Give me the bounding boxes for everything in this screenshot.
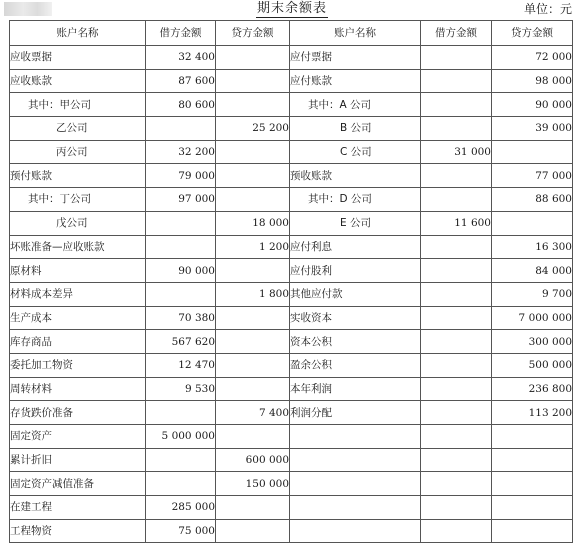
left-account-name: 其中：甲公司 bbox=[10, 93, 146, 117]
left-account-name: 其中：丁公司 bbox=[10, 188, 146, 212]
left-credit-amount bbox=[216, 164, 290, 188]
left-credit-amount: 25 200 bbox=[216, 117, 290, 141]
right-credit-amount: 39 000 bbox=[492, 117, 573, 141]
table-row bbox=[10, 353, 573, 377]
right-credit-amount: 113 200 bbox=[492, 401, 573, 425]
left-debit-amount bbox=[146, 117, 216, 141]
right-debit-amount bbox=[421, 377, 492, 401]
left-debit-amount: 12 470 bbox=[146, 353, 216, 377]
right-credit-amount: 500 000 bbox=[492, 353, 573, 377]
left-debit-amount bbox=[146, 448, 216, 472]
right-credit-amount: 84 000 bbox=[492, 259, 573, 283]
left-debit-amount: 5 000 000 bbox=[146, 425, 216, 449]
left-account-name: 预付账款 bbox=[10, 164, 146, 188]
left-account-name: 工程物资 bbox=[10, 519, 146, 543]
left-debit-amount: 87 600 bbox=[146, 69, 216, 93]
right-account-name: 应付利息 bbox=[290, 235, 421, 259]
table-row bbox=[10, 282, 573, 306]
right-debit-amount bbox=[421, 306, 492, 330]
right-account-name: 应付票据 bbox=[290, 46, 421, 70]
left-debit-amount: 79 000 bbox=[146, 164, 216, 188]
left-credit-amount bbox=[216, 377, 290, 401]
header-debit-left: 借方金额 bbox=[146, 21, 216, 46]
right-debit-amount bbox=[421, 235, 492, 259]
table-row bbox=[10, 401, 573, 425]
right-credit-amount bbox=[492, 211, 573, 235]
header-row bbox=[10, 21, 573, 46]
left-credit-amount bbox=[216, 330, 290, 354]
left-credit-amount: 1 800 bbox=[216, 282, 290, 306]
right-account-name bbox=[290, 496, 421, 520]
left-account-name: 累计折旧 bbox=[10, 448, 146, 472]
left-account-name: 应收账款 bbox=[10, 69, 146, 93]
right-debit-amount bbox=[421, 117, 492, 141]
left-credit-amount: 600 000 bbox=[216, 448, 290, 472]
left-credit-amount bbox=[216, 259, 290, 283]
table-row bbox=[10, 93, 573, 117]
right-debit-amount bbox=[421, 330, 492, 354]
right-debit-amount bbox=[421, 425, 492, 449]
left-debit-amount bbox=[146, 235, 216, 259]
right-debit-amount bbox=[421, 164, 492, 188]
header-debit-right: 借方金额 bbox=[421, 21, 492, 46]
right-credit-amount: 236 800 bbox=[492, 377, 573, 401]
left-account-name: 周转材料 bbox=[10, 377, 146, 401]
right-credit-amount: 16 300 bbox=[492, 235, 573, 259]
right-account-name: 利润分配 bbox=[290, 401, 421, 425]
right-debit-amount: 31 000 bbox=[421, 140, 492, 164]
right-debit-amount bbox=[421, 496, 492, 520]
table-row bbox=[10, 377, 573, 401]
right-debit-amount bbox=[421, 188, 492, 212]
right-debit-amount bbox=[421, 519, 492, 543]
left-account-name: 丙公司 bbox=[10, 140, 146, 164]
left-credit-amount bbox=[216, 353, 290, 377]
left-debit-amount: 9 530 bbox=[146, 377, 216, 401]
right-account-name: C 公司 bbox=[290, 140, 421, 164]
right-debit-amount bbox=[421, 259, 492, 283]
left-account-name: 乙公司 bbox=[10, 117, 146, 141]
right-account-name: B 公司 bbox=[290, 117, 421, 141]
left-credit-amount bbox=[216, 425, 290, 449]
left-debit-amount: 285 000 bbox=[146, 496, 216, 520]
header-account-left: 账户名称 bbox=[10, 21, 146, 46]
left-account-name: 固定资产 bbox=[10, 425, 146, 449]
unit-label: 单位：元 bbox=[523, 2, 572, 16]
table-title: 期末余额表 bbox=[256, 1, 327, 16]
right-credit-amount bbox=[492, 496, 573, 520]
right-credit-amount bbox=[492, 140, 573, 164]
left-credit-amount: 18 000 bbox=[216, 211, 290, 235]
left-account-name: 原材料 bbox=[10, 259, 146, 283]
right-account-name: 应付股利 bbox=[290, 259, 421, 283]
table-row bbox=[10, 117, 573, 141]
right-account-name: E 公司 bbox=[290, 211, 421, 235]
right-credit-amount: 9 700 bbox=[492, 282, 573, 306]
left-credit-amount bbox=[216, 496, 290, 520]
right-debit-amount bbox=[421, 472, 492, 496]
table-row bbox=[10, 235, 573, 259]
table-row bbox=[10, 330, 573, 354]
left-debit-amount: 97 000 bbox=[146, 188, 216, 212]
right-account-name: 盈余公积 bbox=[290, 353, 421, 377]
left-debit-amount bbox=[146, 282, 216, 306]
right-debit-amount: 11 600 bbox=[421, 211, 492, 235]
right-account-name: 其中：A 公司 bbox=[290, 93, 421, 117]
table-row bbox=[10, 496, 573, 520]
left-debit-amount: 90 000 bbox=[146, 259, 216, 283]
table-row bbox=[10, 188, 573, 212]
right-debit-amount bbox=[421, 46, 492, 70]
table-row bbox=[10, 306, 573, 330]
left-account-name: 库存商品 bbox=[10, 330, 146, 354]
left-debit-amount: 32 400 bbox=[146, 46, 216, 70]
left-debit-amount bbox=[146, 472, 216, 496]
left-account-name: 材料成本差异 bbox=[10, 282, 146, 306]
right-account-name bbox=[290, 425, 421, 449]
right-account-name: 其中：D 公司 bbox=[290, 188, 421, 212]
right-account-name bbox=[290, 472, 421, 496]
right-credit-amount: 7 000 000 bbox=[492, 306, 573, 330]
left-debit-amount: 567 620 bbox=[146, 330, 216, 354]
left-credit-amount bbox=[216, 519, 290, 543]
right-credit-amount: 90 000 bbox=[492, 93, 573, 117]
table-row bbox=[10, 164, 573, 188]
right-credit-amount: 72 000 bbox=[492, 46, 573, 70]
right-credit-amount bbox=[492, 425, 573, 449]
right-credit-amount: 98 000 bbox=[492, 69, 573, 93]
left-account-name: 戊公司 bbox=[10, 211, 146, 235]
right-account-name: 实收资本 bbox=[290, 306, 421, 330]
left-credit-amount: 150 000 bbox=[216, 472, 290, 496]
left-account-name: 应收票据 bbox=[10, 46, 146, 70]
right-debit-amount bbox=[421, 69, 492, 93]
right-account-name bbox=[290, 448, 421, 472]
table-row bbox=[10, 425, 573, 449]
left-debit-amount: 32 200 bbox=[146, 140, 216, 164]
right-debit-amount bbox=[421, 401, 492, 425]
left-credit-amount bbox=[216, 188, 290, 212]
left-credit-amount bbox=[216, 140, 290, 164]
right-account-name: 本年利润 bbox=[290, 377, 421, 401]
right-credit-amount: 300 000 bbox=[492, 330, 573, 354]
right-debit-amount bbox=[421, 448, 492, 472]
right-credit-amount bbox=[492, 519, 573, 543]
right-credit-amount bbox=[492, 448, 573, 472]
right-debit-amount bbox=[421, 282, 492, 306]
right-debit-amount bbox=[421, 93, 492, 117]
left-credit-amount: 7 400 bbox=[216, 401, 290, 425]
right-account-name: 应付账款 bbox=[290, 69, 421, 93]
left-debit-amount: 80 600 bbox=[146, 93, 216, 117]
header-account-right: 账户名称 bbox=[290, 21, 421, 46]
left-account-name: 委托加工物资 bbox=[10, 353, 146, 377]
left-account-name: 生产成本 bbox=[10, 306, 146, 330]
table-row bbox=[10, 519, 573, 543]
ledger-body bbox=[10, 46, 573, 543]
left-debit-amount bbox=[146, 211, 216, 235]
table-row bbox=[10, 472, 573, 496]
right-debit-amount bbox=[421, 353, 492, 377]
table-row bbox=[10, 448, 573, 472]
left-credit-amount bbox=[216, 46, 290, 70]
left-credit-amount bbox=[216, 306, 290, 330]
right-credit-amount: 77 000 bbox=[492, 164, 573, 188]
left-account-name: 存货跌价准备 bbox=[10, 401, 146, 425]
right-account-name: 资本公积 bbox=[290, 330, 421, 354]
left-credit-amount bbox=[216, 69, 290, 93]
left-credit-amount: 1 200 bbox=[216, 235, 290, 259]
left-debit-amount: 75 000 bbox=[146, 519, 216, 543]
table-row bbox=[10, 211, 573, 235]
left-account-name: 坏账准备—应收账款 bbox=[10, 235, 146, 259]
left-account-name: 固定资产减值准备 bbox=[10, 472, 146, 496]
left-debit-amount: 70 380 bbox=[146, 306, 216, 330]
right-credit-amount: 88 600 bbox=[492, 188, 573, 212]
right-account-name: 预收账款 bbox=[290, 164, 421, 188]
left-credit-amount bbox=[216, 93, 290, 117]
left-debit-amount bbox=[146, 401, 216, 425]
header-credit-left: 贷方金额 bbox=[216, 21, 290, 46]
header-credit-right: 贷方金额 bbox=[492, 21, 573, 46]
left-account-name: 在建工程 bbox=[10, 496, 146, 520]
table-row bbox=[10, 46, 573, 70]
right-account-name: 其他应付款 bbox=[290, 282, 421, 306]
balance-table bbox=[9, 20, 573, 543]
right-account-name bbox=[290, 519, 421, 543]
table-row bbox=[10, 69, 573, 93]
table-row bbox=[10, 259, 573, 283]
right-credit-amount bbox=[492, 472, 573, 496]
table-row bbox=[10, 140, 573, 164]
blurred-watermark bbox=[4, 2, 52, 16]
